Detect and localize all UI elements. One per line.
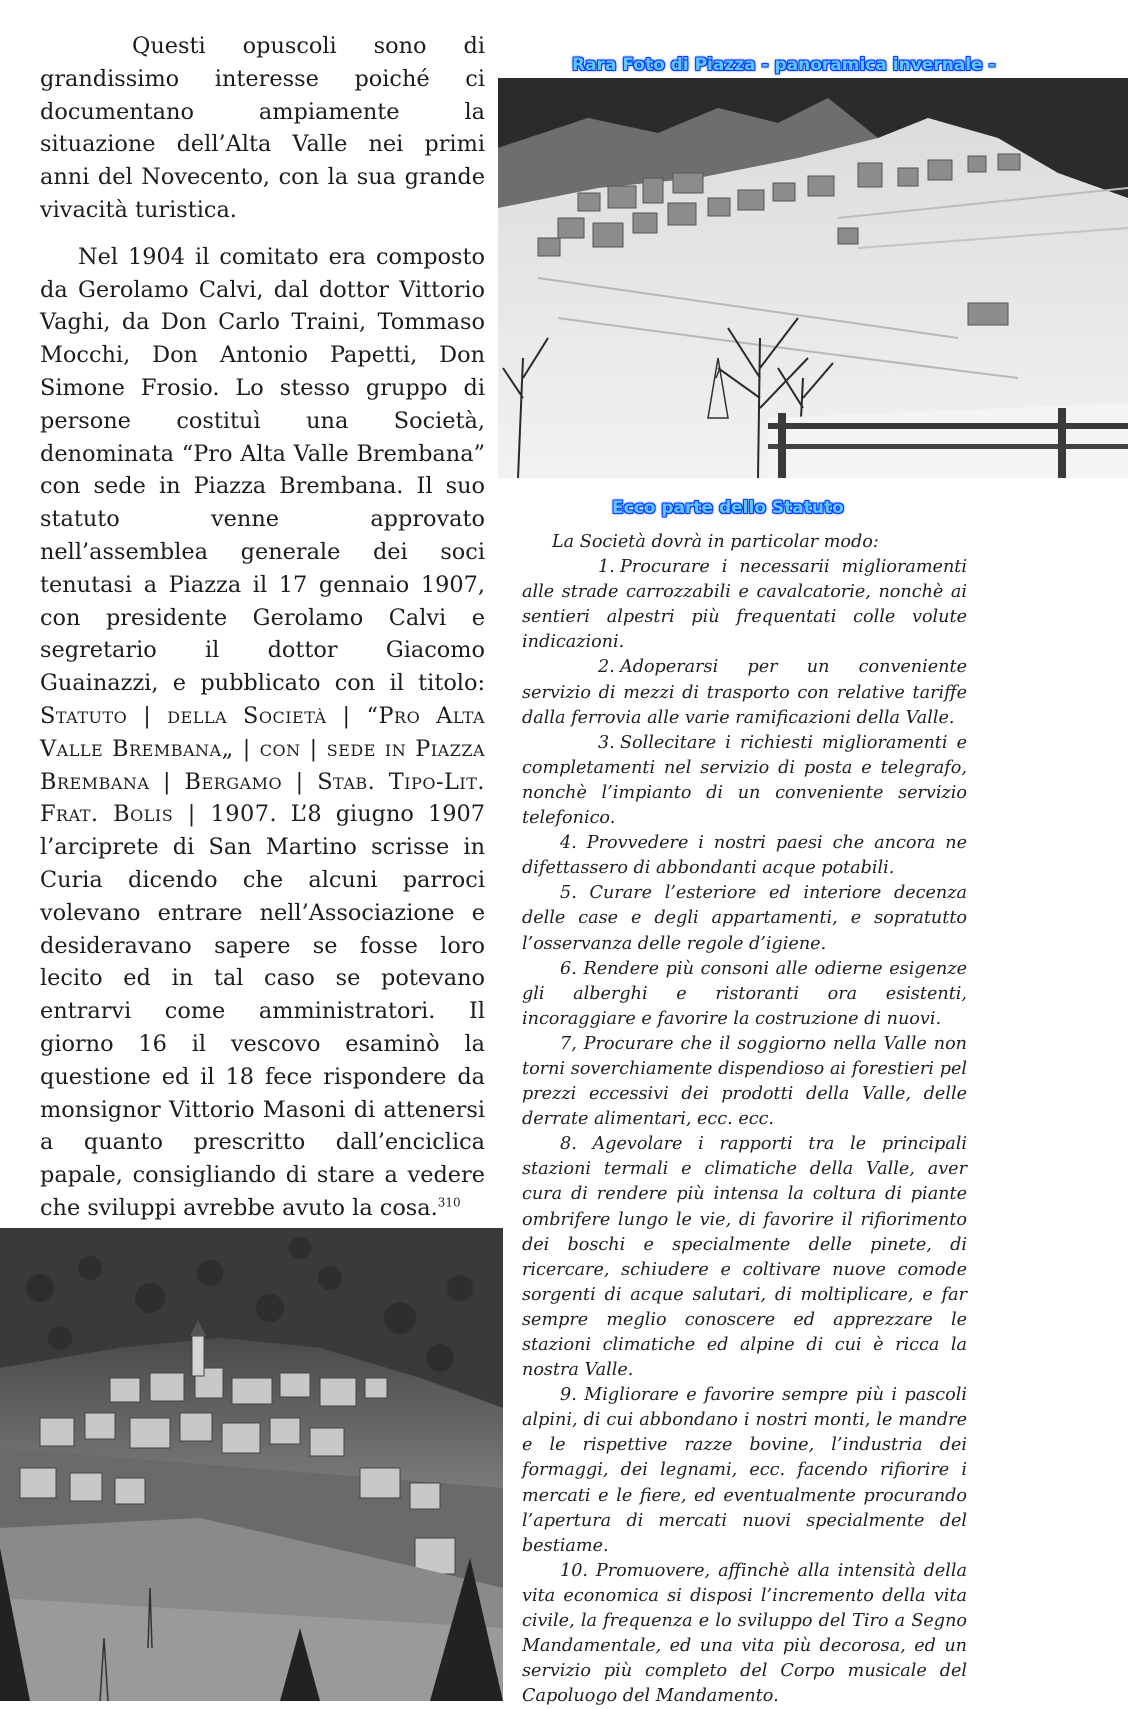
statuto-title: Statuto | della Società | “Pro Alta Valle Brembana„ | con | sede in Piazza Brembana | Bergamo | Stab. Tipo-Lit. Frat. Bolis | 1907 [40,702,485,828]
winter-photo-caption: Rara Foto di Piazza - panoramica invernale - [572,55,996,75]
statuto-item-1: 1. Procurare i necessarii miglioramenti alle strade carrozzabili e cavalcatorie, nonchè ai sentieri alpestri più frequentati colle volute indicazioni. [522,557,967,653]
statuto-intro: La Società dovrà in particolar modo: [552,532,879,552]
footnote-marker: 310 [437,1195,461,1210]
statuto-item-7: 7, Procurare che il soggiorno nella Valle non torni soverchiamente dispendioso ai forestieri pel prezzi eccessivi dei prodotti della Valle, delle derrate alimentari, ecc. ecc. [522,1033,968,1130]
winter-panorama-photo [498,78,1128,478]
village-photo [0,1228,503,1701]
body-text-column [40,30,485,1351]
statuto-caption: Ecco parte dello Statuto [612,498,844,518]
statuto-excerpt [522,530,967,1709]
statuto-item-9: 9. Migliorare e favorire sempre più i pascoli alpini, di cui abbondano i nostri monti, le mandre e le rispettive razze bovine, l’industria dei formaggi, dei legnami, ecc. facendo rifiorire i mercati e le fiere, ed eventualmente procurando l’apertura di mercati nuovi specialmente del bestiame. [522,1385,967,1556]
statuto-item-3: 3. Sollecitare i richiesti miglioramenti e completamenti nel servizio di posta e telegrafo, nonchè l’impianto di un conveniente servizio telefonico. [522,732,967,829]
statuto-item-5: 5. Curare l’esteriore ed interiore decenza delle case e degli appartamenti, e sopratutto l’osservanza delle regole d’igiene. [522,883,967,954]
paragraph-2-part-b: . L’8 giugno 1907 l’arciprete di San Martino scrisse in Curia dicendo che alcuni parroci volevano entrare nell’Associazione e desideravano sapere se fosse loro lecito ed in tal caso se potevano entrarvi come amministratori. Il giorno 16 il vescovo esaminò la questione ed il 18 fece rispondere da monsignor Vittorio Masoni di attenersi a quanto prescritto dall’enciclica papale, consigliando di stare a vedere che sviluppi avrebbe avuto la cosa. [40,801,485,1221]
statuto-item-6: 6. Rendere più consoni alle odierne esigenze gli alberghi e ristoranti ora esistenti, incoraggiare e favorire la costruzione di nuovi. [522,958,968,1029]
paragraph-1: Questi opuscoli sono di grandissimo interesse poiché ci documentano ampiamente la situazione dell’Alta Valle nei primi anni del Novecento, con la sua grande vivacità turistica. [40,33,485,223]
statuto-item-10: 10. Promuovere, affinchè alla intensità della vita economica si disposi l’incremento della vita civile, la frequenza e lo sviluppo del Tiro a Segno Mandamentale, ed una vita più decorosa, ed un servizio più completo del Corpo musicale del Capoluogo del Mandamento. [522,1560,968,1707]
statuto-item-2: 2. Adoperarsi per un conveniente servizio di mezzi di trasporto con relative tariffe dalla ferrovia alle varie ramificazioni della Valle. [522,657,967,728]
paragraph-2 [40,241,485,1225]
statuto-item-4: 4. Provvedere i nostri paesi che ancora ne difettassero di abbondanti acque potabili. [522,833,967,879]
statuto-item-8: 8. Agevolare i rapporti tra le principali stazioni termali e climatiche della Valle, aver cura di rendere più intensa la coltura di piante ombrifere lungo le vie, di favorire il rifiorimento dei boschi e specialmente delle pinete, di ricercare, schiudere e coltivare nuove comode sorgenti di acque salutari, di moltiplicare, e far sempre meglio conoscere ed apprezzare le stazioni climatiche ed alpine di cui è ricca la nostra Valle. [522,1134,967,1381]
paragraph-2-part-a: Nel 1904 il comitato era composto da Gerolamo Calvi, dal dottor Vittorio Vaghi, da Don Carlo Traini, Tommaso Mocchi, Don Antonio Papetti, Don Simone Frosio. Lo stesso gruppo di persone costituì una Società, denominata “Pro Alta Valle Brembana” con sede in Piazza Brembana. Il suo statuto venne approvato nell’assemblea generale dei soci tenutasi a Piazza il 17 gennaio 1907, con presidente Gerolamo Calvi e segretario il dottor Giacomo Guainazzi, e pubblicato con il titolo: [40,243,485,697]
